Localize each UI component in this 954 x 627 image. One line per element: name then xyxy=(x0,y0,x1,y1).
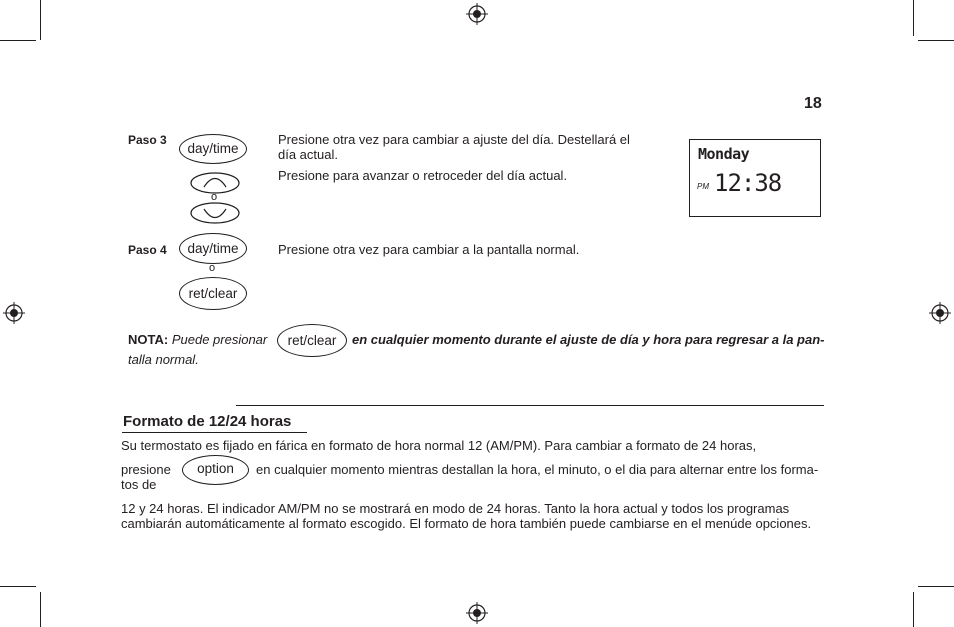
registration-mark-icon xyxy=(3,302,25,324)
step-3-instruction-line-2: día actual. xyxy=(278,147,338,162)
note-line-1 xyxy=(128,332,267,347)
ret-clear-button[interactable]: ret/clear xyxy=(179,277,247,310)
crop-mark xyxy=(40,0,41,40)
display-period: PM xyxy=(697,182,709,191)
registration-mark-icon xyxy=(466,3,488,25)
or-separator: o xyxy=(209,262,216,274)
section-line-5: cambiarán automáticamente al formato escogido. El formato de hora también puede cambiarse en el menúde opciones. xyxy=(121,516,812,531)
crop-mark xyxy=(913,592,914,627)
step-4-label: Paso 4 xyxy=(128,243,167,257)
display-time: 12:38 xyxy=(714,169,782,197)
step-4-instruction: Presione otra vez para cambiar a la pantalla normal. xyxy=(278,242,580,257)
section-presione: presione xyxy=(121,462,171,477)
crop-mark xyxy=(913,0,914,36)
registration-mark-icon xyxy=(466,602,488,624)
step-3-instruction-line-1: Presione otra vez para cambiar a ajuste del día. Destellará el xyxy=(278,132,630,147)
ret-clear-button[interactable]: ret/clear xyxy=(277,324,347,357)
note-lead: Puede presionar xyxy=(171,332,268,347)
section-line-1: Su termostato es fijado en fárica en formato de hora normal 12 (AM/PM). Para cambiar a formato de 24 horas, xyxy=(121,438,757,453)
note-text-end: talla normal. xyxy=(128,352,199,367)
crop-mark xyxy=(0,40,36,41)
day-time-button[interactable]: day/time xyxy=(179,233,247,264)
crop-mark xyxy=(40,592,41,627)
step-3-label: Paso 3 xyxy=(128,133,167,147)
down-arrow-button-icon[interactable] xyxy=(190,202,240,224)
day-time-button[interactable]: day/time xyxy=(179,134,247,164)
crop-mark xyxy=(918,40,954,41)
crop-mark xyxy=(0,586,36,587)
page-number: 18 xyxy=(804,95,822,112)
note-text: en cualquier momento durante el ajuste de día y hora para regresar a la pan- xyxy=(352,332,825,347)
registration-mark-icon xyxy=(929,302,951,324)
note-label: NOTA: xyxy=(128,332,169,347)
step-3-instruction-line-3: Presione para avanzar o retroceder del día actual. xyxy=(278,168,568,183)
section-divider xyxy=(236,405,824,406)
thermostat-display xyxy=(689,139,821,217)
display-day: Monday xyxy=(698,145,750,163)
or-separator: o xyxy=(211,191,218,203)
section-title: Formato de 12/24 horas xyxy=(123,413,292,430)
option-button[interactable]: option xyxy=(182,455,249,485)
crop-mark xyxy=(918,586,954,587)
section-title-underline xyxy=(122,432,307,433)
section-line-3: tos de xyxy=(121,477,157,492)
section-line-2: en cualquier momento mientras destallan la hora, el minuto, o el dia para alternar entre los forma- xyxy=(256,462,819,477)
section-line-4: 12 y 24 horas. El indicador AM/PM no se mostrará en modo de 24 horas. Tanto la hora actual y todos los programas xyxy=(121,501,790,516)
